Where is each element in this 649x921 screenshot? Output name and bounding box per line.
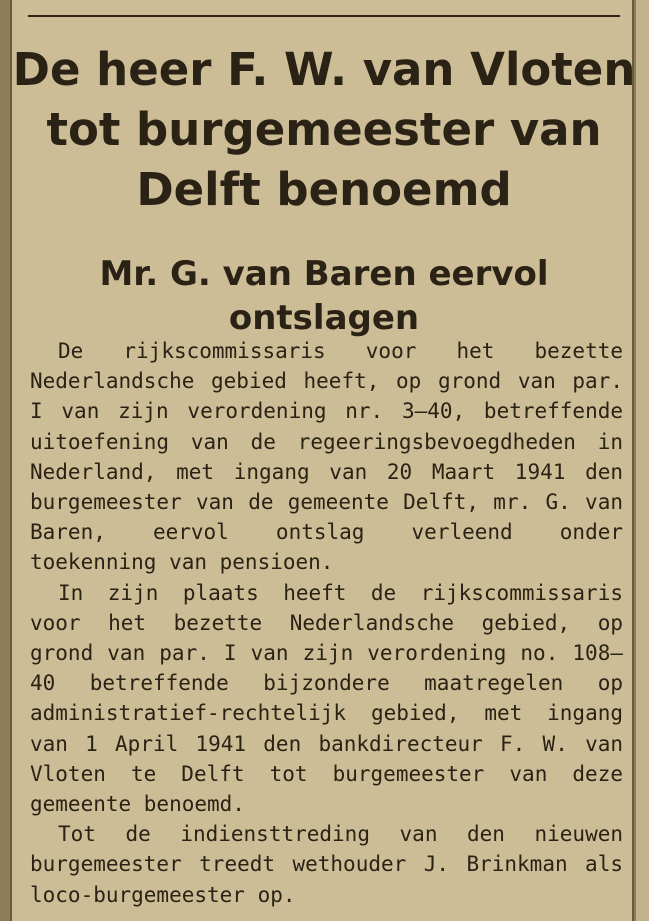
paragraph-3: Tot de indiensttreding van den nieuwen burgemeester treedt wethouder J. Brinkman als loco-burgemeester op. [30,822,623,907]
article-body [30,336,623,910]
top-rule [28,15,620,17]
subheadline: Mr. G. van Baren eervol ontslagen [99,254,549,338]
headline: De heer F. W. van Vloten tot burgemeester van Delft benoemd [12,43,636,216]
paragraph-2: In zijn plaats heeft de rijkscommissaris voor het bezette Nederlandsche gebied, op grond van par. I van zijn verordening no. 108—40 betreffende bijzondere maatregelen op administratief-rechtelijk gebied, met ingang van 1 April 1941 den bankdirecteur F. W. van Vloten te Delft tot burgemeester van deze gemeente benoemd. [30,580,623,817]
adjacent-column-edge [636,0,649,921]
paragraph-1: De rijkscommissaris voor het bezette Nederlandsche gebied heeft, op grond van par. I van zijn verordening nr. 3—40, betreffende uitoefening van de regeeringsbevoegdheden in Nederland, met ingang van 20 Maart 1941 den burgemeester van de gemeente Delft, mr. G. van Baren, eervol ontslag verleend onder toekenning van pensioen. [30,339,623,575]
